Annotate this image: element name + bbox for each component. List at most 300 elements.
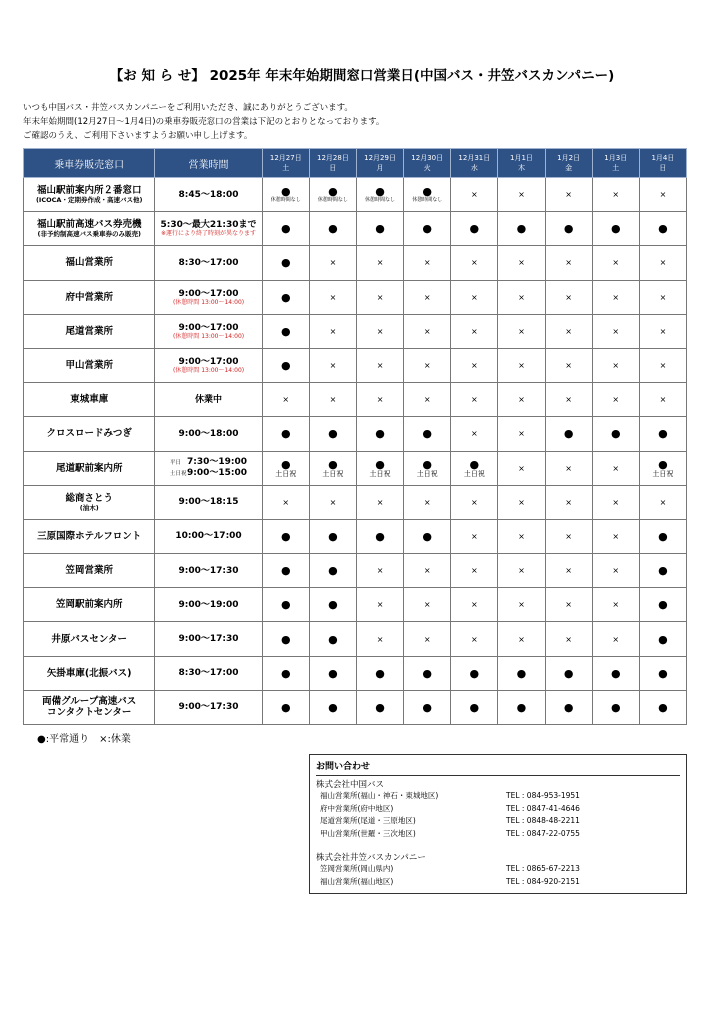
closed-mark: × [565,566,572,576]
office-name [24,588,155,622]
office-name-text: 笠岡営業所 [65,565,113,577]
status-cell [451,212,498,246]
header-day [309,149,356,178]
business-hours [155,417,262,451]
cell-note: 休憩時間なし [317,197,348,204]
office-name [24,348,155,382]
closed-mark: × [659,258,667,268]
closed-mark: × [423,361,431,371]
open-mark: ● [610,700,621,714]
status-cell [404,451,451,485]
table-body [24,178,687,725]
header-date: 12月27日 [269,154,302,162]
open-mark: ● [610,427,621,441]
contact-box [309,754,687,894]
hours-label: 平日 [170,460,182,467]
closed-mark: × [612,600,620,610]
status-cell [545,383,592,417]
status-cell [356,622,403,656]
closed-mark: × [329,326,337,336]
cell-note: 休憩時間なし [365,197,396,204]
status-cell [309,280,356,314]
contact-tel: TEL : 0848-48-2211 [506,816,580,826]
office-name [24,519,155,553]
status-cell [309,622,356,656]
header-weekday: 火 [423,164,431,172]
closed-mark: × [470,395,478,405]
hours-line [170,457,247,468]
open-mark: ● [280,256,291,270]
status-cell [404,280,451,314]
closed-mark: × [470,531,478,541]
status-cell [498,383,545,417]
open-mark: ● [375,222,385,236]
status-cell [309,314,356,348]
status-cell [451,485,498,519]
hours-text: 9:00～17:30 [178,634,239,645]
header-day [498,149,545,178]
closed-mark: × [376,326,384,336]
open-mark: ● [422,185,432,199]
business-hours [155,519,262,553]
closed-mark: × [565,258,572,268]
status-cell [404,519,451,553]
header-date: 12月28日 [317,154,349,162]
status-cell [639,280,686,314]
status-cell [404,690,451,724]
status-cell [639,246,686,280]
status-cell [592,656,639,690]
table-header-row [24,149,687,178]
closed-mark: × [518,531,525,541]
closed-mark: × [612,634,620,644]
closed-mark: × [470,258,478,268]
header-date: 12月29日 [364,154,396,162]
office-name-text: 総商さとう [65,492,113,504]
closed-mark: × [470,292,478,302]
closed-mark: × [376,566,384,576]
business-hours [155,622,262,656]
status-cell [639,314,686,348]
closed-mark: × [565,292,572,302]
contact-row [316,876,680,889]
status-cell [262,554,309,588]
status-cell [451,554,498,588]
status-cell [356,348,403,382]
open-mark: ● [422,222,432,236]
open-mark: ● [328,185,338,199]
status-cell [356,178,403,212]
open-mark: ● [328,529,338,543]
hours-note: ※運行により終了時刻が異なります [161,230,257,238]
closed-mark: × [518,566,525,576]
open-mark: ● [328,598,338,612]
closed-mark: × [518,600,525,610]
status-cell [639,622,686,656]
status-cell [404,554,451,588]
status-cell [309,178,356,212]
hours-text: 5:30～最大21:30まで [160,220,257,231]
status-cell [451,280,498,314]
business-hours [155,554,262,588]
hours-text: 9:00～17:30 [178,565,239,576]
status-cell [592,383,639,417]
open-mark: ● [280,222,291,236]
open-mark: ● [280,359,291,373]
status-cell [639,588,686,622]
closed-mark: × [423,326,431,336]
table-row [24,314,687,348]
status-cell [356,280,403,314]
office-name [24,417,155,451]
status-cell [451,314,498,348]
status-cell [262,588,309,622]
open-mark: ● [610,222,621,236]
closed-mark: × [329,361,337,371]
status-cell [309,588,356,622]
status-cell [592,690,639,724]
status-cell [639,554,686,588]
closed-mark: × [565,634,572,644]
table-row [24,451,687,485]
header-day [639,149,686,178]
status-cell [592,622,639,656]
status-cell [498,451,545,485]
closed-mark: × [423,634,431,644]
status-cell [309,246,356,280]
status-cell [545,178,592,212]
table-row [24,588,687,622]
cell-note: 土日祝 [322,469,344,478]
company-name: 株式会社井笠バスカンパニー [316,853,426,864]
status-cell [639,690,686,724]
table-row [24,348,687,382]
closed-mark: × [659,395,667,405]
open-mark: ● [280,290,291,304]
status-cell [451,588,498,622]
status-cell [356,212,403,246]
status-cell [451,348,498,382]
closed-mark: × [612,292,620,302]
open-mark: ● [328,632,338,646]
office-name [24,178,155,212]
header-day [404,149,451,178]
open-mark: ● [328,564,338,578]
status-cell [639,656,686,690]
open-mark: ● [563,666,574,680]
closed-mark: × [423,497,431,507]
header-day [262,149,309,178]
table-row [24,178,687,212]
contact-row [316,815,680,828]
hours-text: 8:30～17:00 [178,668,239,679]
status-cell [356,656,403,690]
company-name: 株式会社中国バス [316,780,385,790]
office-subtitle: (油木) [79,503,99,512]
open-mark: ● [280,598,291,612]
status-cell [545,280,592,314]
hours-text: 10:00～17:00 [175,531,242,542]
closed-mark: × [612,258,620,268]
status-cell [498,622,545,656]
closed-mark: × [329,258,337,268]
status-cell [545,690,592,724]
status-cell [356,485,403,519]
closed-mark: × [518,292,525,302]
header-date: 1月2日 [557,154,581,162]
status-cell [404,246,451,280]
table-row [24,280,687,314]
status-cell [356,246,403,280]
contact-office: 尾道営業所(尾道・三原地区) [320,816,416,826]
closed-mark: × [470,326,478,336]
hours-text: 8:30～17:00 [178,257,239,268]
closed-mark: × [518,497,525,507]
status-cell [592,554,639,588]
closed-mark: × [470,497,478,507]
closed-mark: × [565,531,572,541]
open-mark: ● [563,427,574,441]
open-mark: ● [422,457,432,471]
office-name [24,690,155,724]
status-cell [451,383,498,417]
open-mark: ● [422,700,432,714]
closed-mark: × [282,395,290,405]
open-mark: ● [280,666,291,680]
status-cell [262,656,309,690]
office-name-text: 福山駅前案内所２番窓口 [36,185,142,197]
status-cell [498,314,545,348]
status-cell [451,246,498,280]
status-cell [356,383,403,417]
closed-mark: × [518,258,525,268]
status-cell [498,417,545,451]
status-cell [356,690,403,724]
status-cell [404,417,451,451]
open-mark: ● [280,457,291,471]
open-mark: ● [658,457,668,471]
open-mark: ● [658,222,668,236]
closed-mark: × [612,190,620,200]
legend: ●:平常通り ×:休業 [37,734,131,745]
open-mark: ● [469,666,480,680]
open-mark: ● [516,666,527,680]
status-cell [545,314,592,348]
closed-mark: × [470,634,478,644]
contact-list [316,778,680,889]
open-mark: ● [422,666,432,680]
status-cell [639,519,686,553]
office-name [24,280,155,314]
status-cell [498,485,545,519]
status-cell [309,690,356,724]
intro-text [23,101,384,143]
open-mark: ● [516,700,527,714]
business-hours [155,212,262,246]
status-cell [592,417,639,451]
status-cell [356,519,403,553]
status-cell [451,519,498,553]
status-cell [592,178,639,212]
contact-office: 甲山営業所(世羅・三次地区) [320,828,416,838]
closed-mark: × [659,190,667,200]
hours-note: (休憩時間 13:00～14:00) [172,332,245,340]
header-weekday: 木 [517,164,525,172]
closed-mark: × [518,361,525,371]
hours-text: 休業中 [195,394,223,405]
business-hours [155,451,262,485]
status-cell [262,178,309,212]
status-cell [498,280,545,314]
contact-title: お問い合わせ [316,762,371,772]
hours-text: 9:00～18:15 [178,497,239,508]
intro-line: いつも中国バス・井笠バスカンパニーをご利用いただき、誠にありがとうございます。 [23,103,353,113]
closed-mark: × [565,497,572,507]
office-name [24,212,155,246]
cell-note: 土日祝 [369,469,391,478]
status-cell [262,417,309,451]
status-cell [404,622,451,656]
cell-note: 休憩時間なし [270,197,301,204]
closed-mark: × [376,395,384,405]
closed-mark: × [565,361,572,371]
closed-mark: × [329,292,337,302]
table-row [24,485,687,519]
business-hours [155,383,262,417]
header-weekday: 土 [612,164,620,172]
contact-tel: TEL : 084-920-2151 [506,876,580,886]
contact-row [316,790,680,803]
open-mark: ● [658,632,668,646]
status-cell [451,656,498,690]
closed-mark: × [659,292,667,302]
open-mark: ● [280,427,291,441]
closed-mark: × [423,600,431,610]
status-cell [545,246,592,280]
status-cell [309,554,356,588]
header-weekday: 金 [565,164,573,172]
intro-line: ご確認のうえ、ご利用下さいますようお願い申し上げます。 [23,131,253,141]
office-name-text: 福山駅前高速バス券売機 [36,219,142,231]
table-row [24,622,687,656]
business-hours [155,280,262,314]
status-cell [498,656,545,690]
hours-text: 9:00～17:00 [178,322,239,333]
status-cell [639,451,686,485]
business-hours [155,178,262,212]
status-cell [309,383,356,417]
status-cell [592,246,639,280]
closed-mark: × [423,292,431,302]
divider [316,775,680,776]
status-cell [639,417,686,451]
status-cell [498,348,545,382]
office-name [24,656,155,690]
contact-tel: TEL : 0847-41-4646 [506,803,580,813]
status-cell [545,588,592,622]
open-mark: ● [610,666,621,680]
open-mark: ● [516,222,527,236]
office-subtitle: (非予約制高速バス乗車券のみ販売) [37,230,141,239]
contact-office: 福山営業所(福山・神石・東城地区) [320,791,439,800]
hours-text: 9:00～18:00 [178,428,239,439]
closed-mark: × [659,326,667,336]
closed-mark: × [470,429,478,439]
office-name-text: 笠岡駅前案内所 [55,599,123,611]
status-cell [309,417,356,451]
contact-row [316,828,680,841]
status-cell [451,622,498,656]
closed-mark: × [376,258,384,268]
office-name-text: 東城車庫 [70,394,109,406]
header-day [545,149,592,178]
business-hours [155,348,262,382]
status-cell [545,554,592,588]
header-weekday: 土 [282,164,290,172]
hours-note: (休憩時間 13:00～14:00) [172,298,245,306]
office-name [24,485,155,519]
contact-office: 府中営業所(府中地区) [320,803,394,813]
status-cell [356,417,403,451]
status-cell [592,519,639,553]
closed-mark: × [612,463,620,473]
closed-mark: × [470,566,478,576]
status-cell [404,348,451,382]
status-cell [451,451,498,485]
open-mark: ● [658,666,668,680]
closed-mark: × [376,497,384,507]
status-cell [498,588,545,622]
header-day [451,149,498,178]
open-mark: ● [328,427,338,441]
open-mark: ● [375,529,385,543]
closed-mark: × [612,326,620,336]
closed-mark: × [659,361,667,371]
office-name [24,554,155,588]
open-mark: ● [658,564,668,578]
hours-label: 土日祝 [170,471,187,478]
status-cell [592,588,639,622]
table-row [24,383,687,417]
table-row [24,656,687,690]
page-title: 【お 知 ら せ】 2025年 年末年始期間窓口営業日(中国バス・井笠バスカンパニー) [109,68,615,84]
status-cell [498,519,545,553]
header-date: 1月3日 [604,154,628,162]
status-cell [262,383,309,417]
office-name-text: コンタクトセンター [46,707,132,719]
open-mark: ● [422,427,432,441]
status-cell [262,622,309,656]
status-cell [545,451,592,485]
status-cell [309,451,356,485]
cell-note: 土日祝 [275,469,297,478]
status-cell [451,178,498,212]
header-weekday: 月 [376,164,384,172]
open-mark: ● [563,700,574,714]
status-cell [592,451,639,485]
hours-text: 9:00～17:00 [178,357,239,368]
hours-line [170,468,247,479]
status-cell [309,348,356,382]
closed-mark: × [376,361,384,371]
closed-mark: × [518,190,525,200]
closed-mark: × [376,600,384,610]
status-cell [545,519,592,553]
closed-mark: × [423,258,431,268]
status-cell [404,383,451,417]
open-mark: ● [375,666,385,680]
closed-mark: × [612,395,620,405]
